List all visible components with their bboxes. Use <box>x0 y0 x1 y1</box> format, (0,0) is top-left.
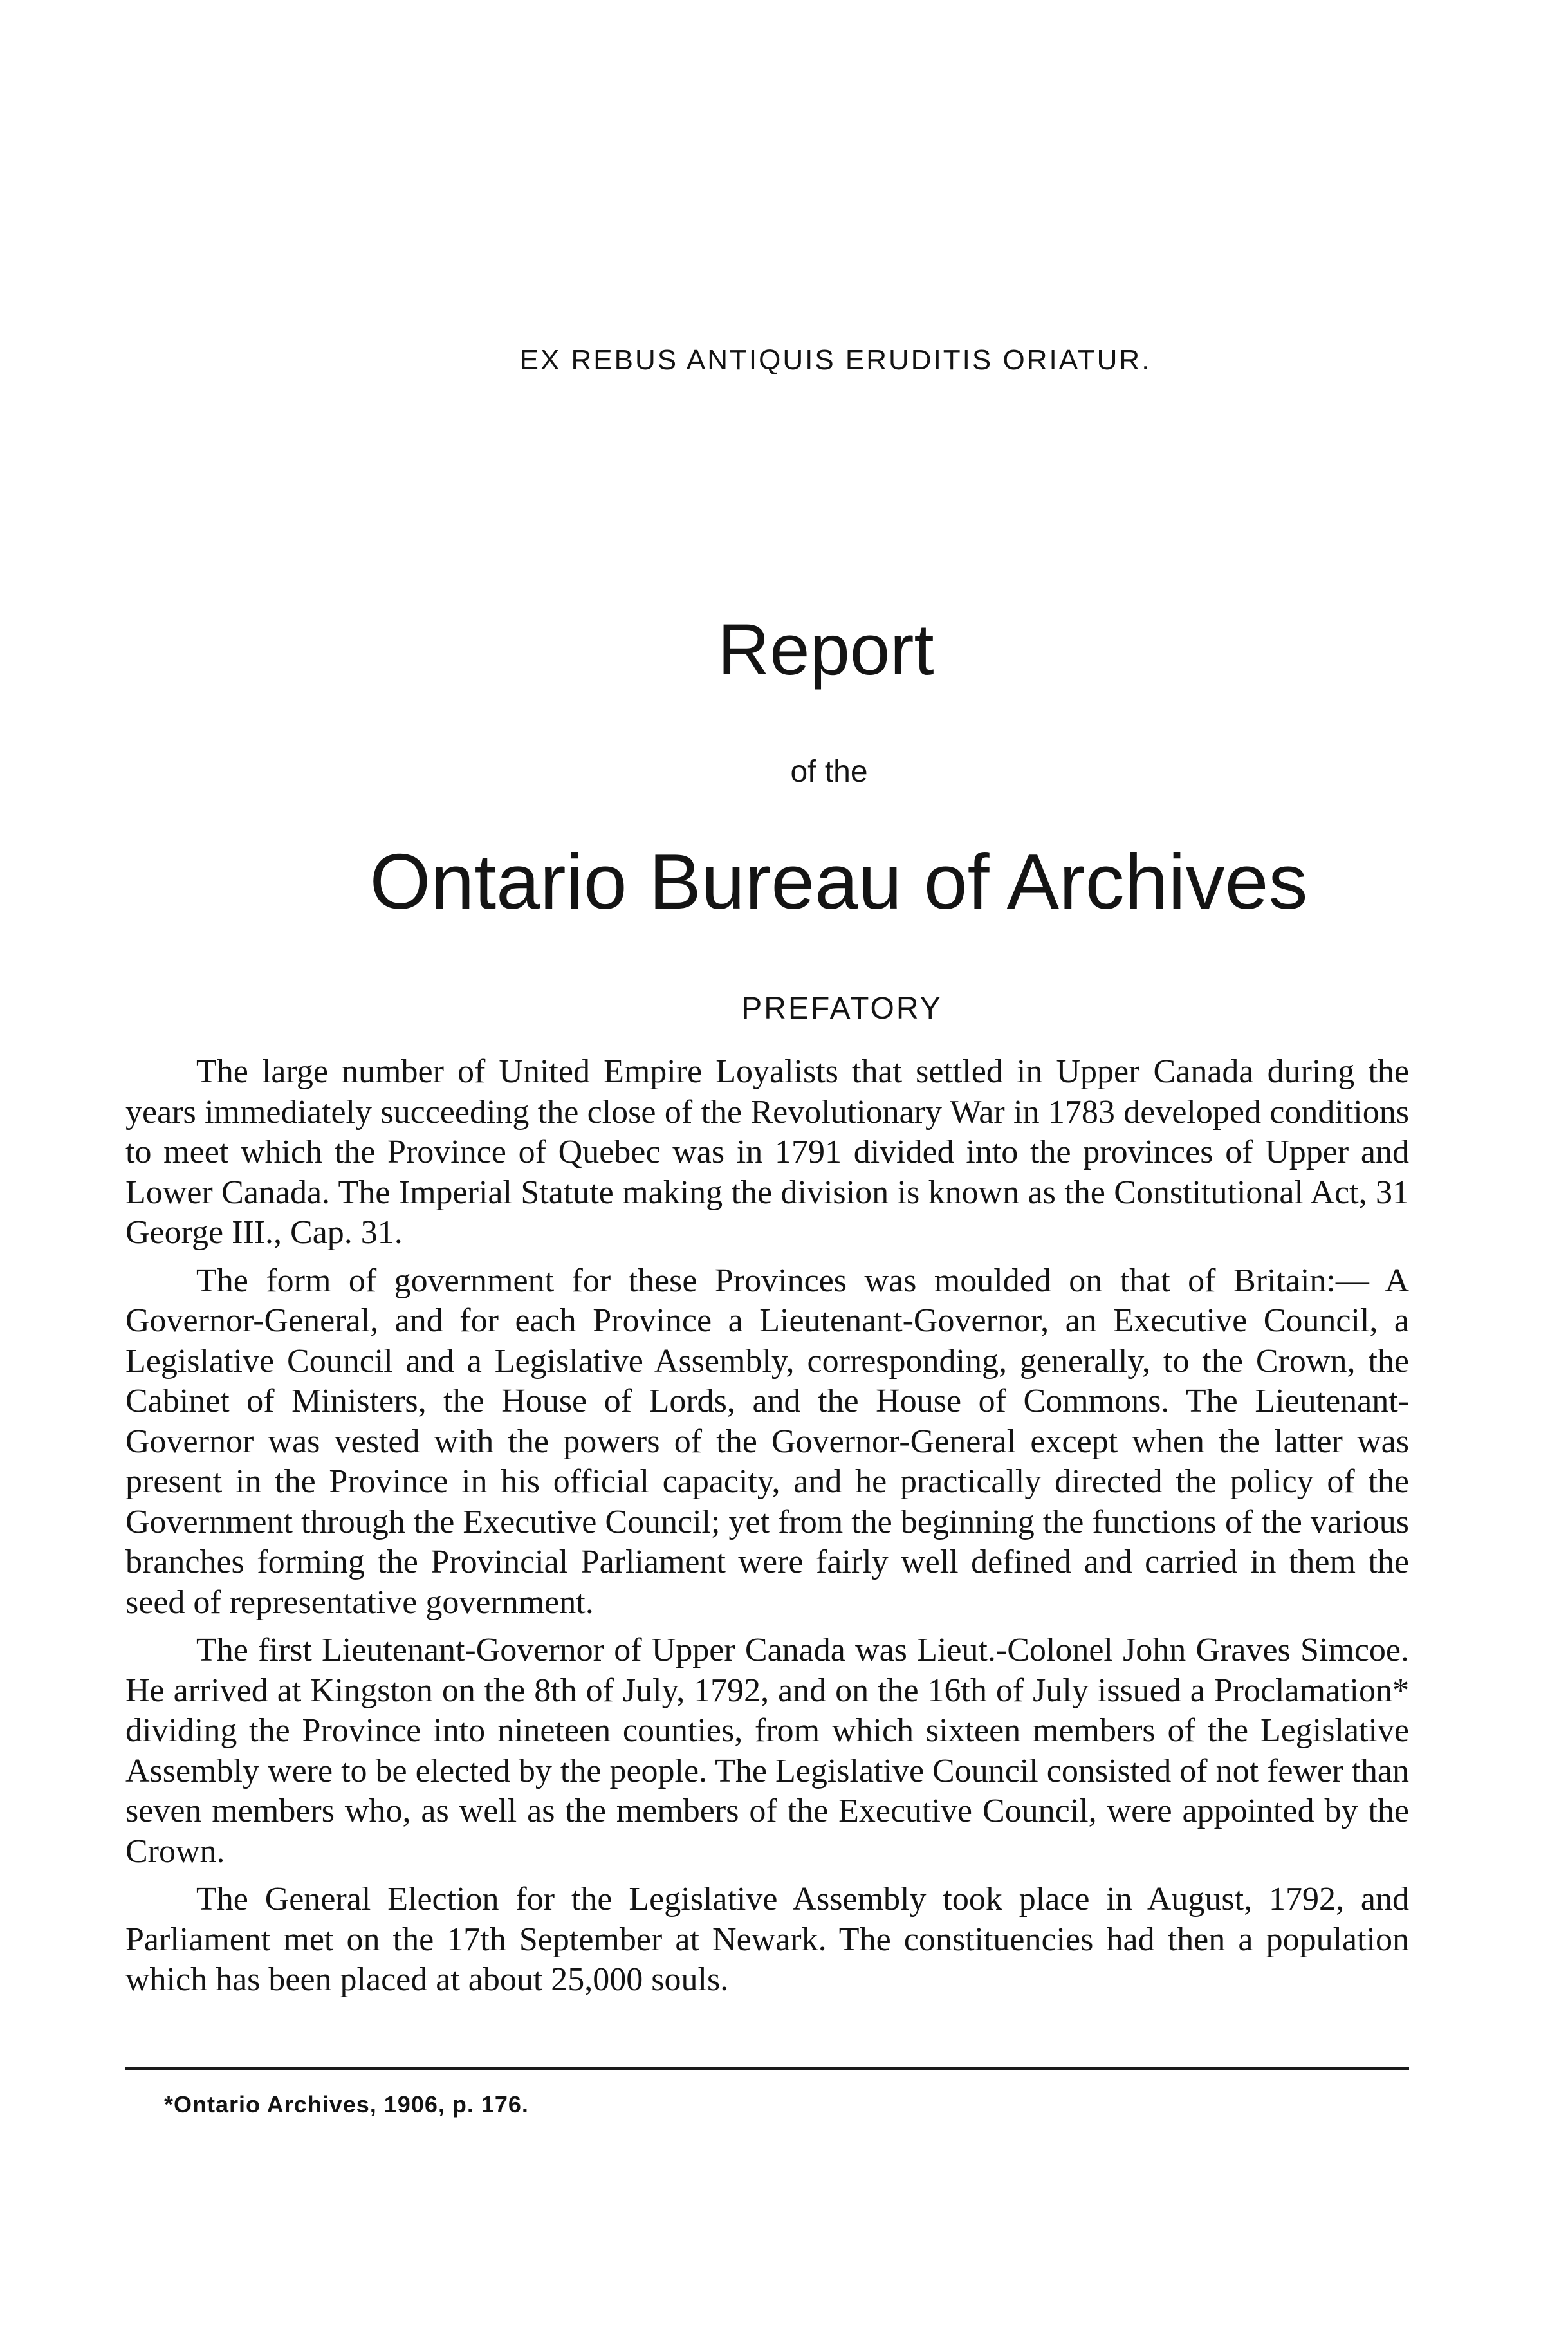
footnote: *Ontario Archives, 1906, p. 176. <box>164 2091 529 2118</box>
section-heading: PREFATORY <box>741 992 943 1026</box>
footnote-divider <box>125 2067 1409 2070</box>
title-of-the: of the <box>790 755 868 789</box>
title-report: Report <box>717 609 934 690</box>
body-text <box>125 1052 1409 2008</box>
motto: EX REBUS ANTIQUIS ERUDITIS ORIATUR. <box>519 344 1152 376</box>
paragraph-4: The General Election for the Legislative Assembly took place in August, 1792, and Parliament met on the 17th September at Newark. The constituencies had then a population which has been placed at about 25,000 souls. <box>125 1881 1409 1998</box>
paragraph-1: The large number of United Empire Loyalists that settled in Upper Canada during the years immediately succeeding the close of the Revolutionary War in 1783 developed conditions to meet which the Province of Quebec was in 1791 divided into the provinces of Upper and Lower Canada. The Imperial Statute making the division is known as the Constitutional Act, 31 George III., Cap. 31. <box>125 1053 1409 1251</box>
paragraph-3: The first Lieutenant-Governor of Upper Canada was Lieut.-Colonel John Graves Simcoe. He arrived at Kingston on the 8th of July, 1792, and on the 16th of July issued a Proclamation* dividing the Province into nineteen counties, from which sixteen members of the Legislative Assembly were to be elected by the people. The Legislative Council consisted of not fewer than seven members who, as well as the members of the Executive Council, were appointed by the Crown. <box>125 1632 1409 1870</box>
page-title: Ontario Bureau of Archives <box>369 838 1308 925</box>
paragraph-2: The form of government for these Provinces was moulded on that of Britain:— A Governor-General, and for each Province a Lieutenant-Governor, an Executive Council, a Legislative Council and a Legislative Assembly, corresponding, generally, to the Crown, the Cabinet of Ministers, the House of Lords, and the House of Commons. The Lieutenant-Governor was vested with the powers of the Governor-General except when the latter was present in the Province in his official capacity, and he practically directed the policy of the Government through the Executive Council; yet from the beginning the functions of the various branches forming the Provincial Parliament were fairly well defined and carried in them the seed of representative government. <box>125 1262 1409 1621</box>
